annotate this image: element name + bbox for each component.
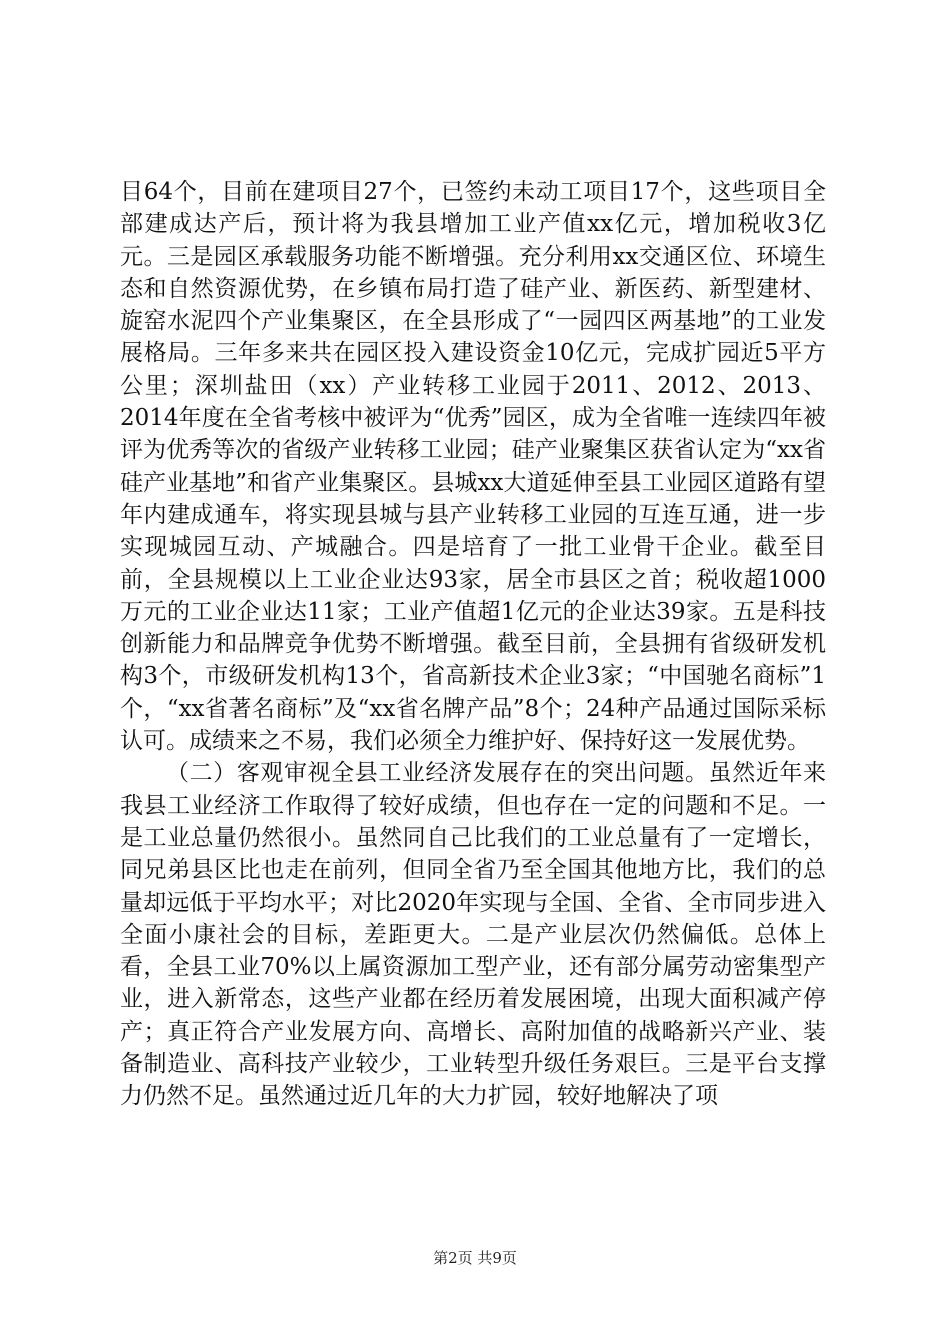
page-number-footer: 第2页 共9页 [433,1249,517,1267]
paragraph-continued: 目64个，目前在建项目27个，已签约未动工项目17个，这些项目全部建成达产后，预计将为我县增加工业产值xx亿元，增加税收3亿元。三是园区承载服务功能不断增强。充分利用xx交通区位、环境生态和自然资源优势，在乡镇布局打造了硅产业、新医药、新型建材、旋窑水泥四个产业集聚区，在全县形成了“一园四区两基地”的工业发展格局。三年多来共在园区投入建设资金10亿元，完成扩园近5平方公里；深圳盐田（xx）产业转移工业园于2011、2012、2013、2014年度在全省考核中被评为“优秀”园区，成为全省唯一连续四年被评为优秀等次的省级产业转移工业园；硅产业聚集区获省认定为“xx省硅产业基地”和省产业集聚区。县城xx大道延伸至县工业园区道路有望年内建成通车，将实现县城与县产业转移工业园的互连互通，进一步实现城园互动、产城融合。四是培育了一批工业骨干企业。截至目前，全县规模以上工业企业达93家，居全市县区之首；税收超1000万元的工业企业达11家；工业产值超1亿元的企业达39家。五是科技创新能力和品牌竞争优势不断增强。截至目前，全县拥有省级研发机构3个，市级研发机构13个，省高新技术企业3家；“中国驰名商标”1个，“xx省著名商标”及“xx省名牌产品”8个；24种产品通过国际采标认可。成绩来之不易，我们必须全力维护好、保持好这一发展优势。 [120,179,826,755]
document-body [120,176,826,1113]
paragraph-section-two: （二）客观审视全县工业经济发展存在的突出问题。虽然近年来我县工业经济工作取得了较好成绩，但也存在一定的问题和不足。一是工业总量仍然很小。虽然同自己比我们的工业总量有了一定增长，同兄弟县区比也走在前列，但同全省乃至全国其他地方比，我们的总量却远低于平均水平；对比2020年实现与全国、全省、全市同步进入全面小康社会的目标，差距更大。二是产业层次仍然偏低。总体上看，全县工业70%以上属资源加工型产业，还有部分属劳动密集型产业，进入新常态，这些产业都在经历着发展困境，出现大面积减产停产；真正符合产业发展方向、高增长、高附加值的战略新兴产业、装备制造业、高科技产业较少，工业转型升级任务艰巨。三是平台支撑力仍然不足。虽然通过近几年的大力扩园，较好地解决了项 [120,760,826,1110]
